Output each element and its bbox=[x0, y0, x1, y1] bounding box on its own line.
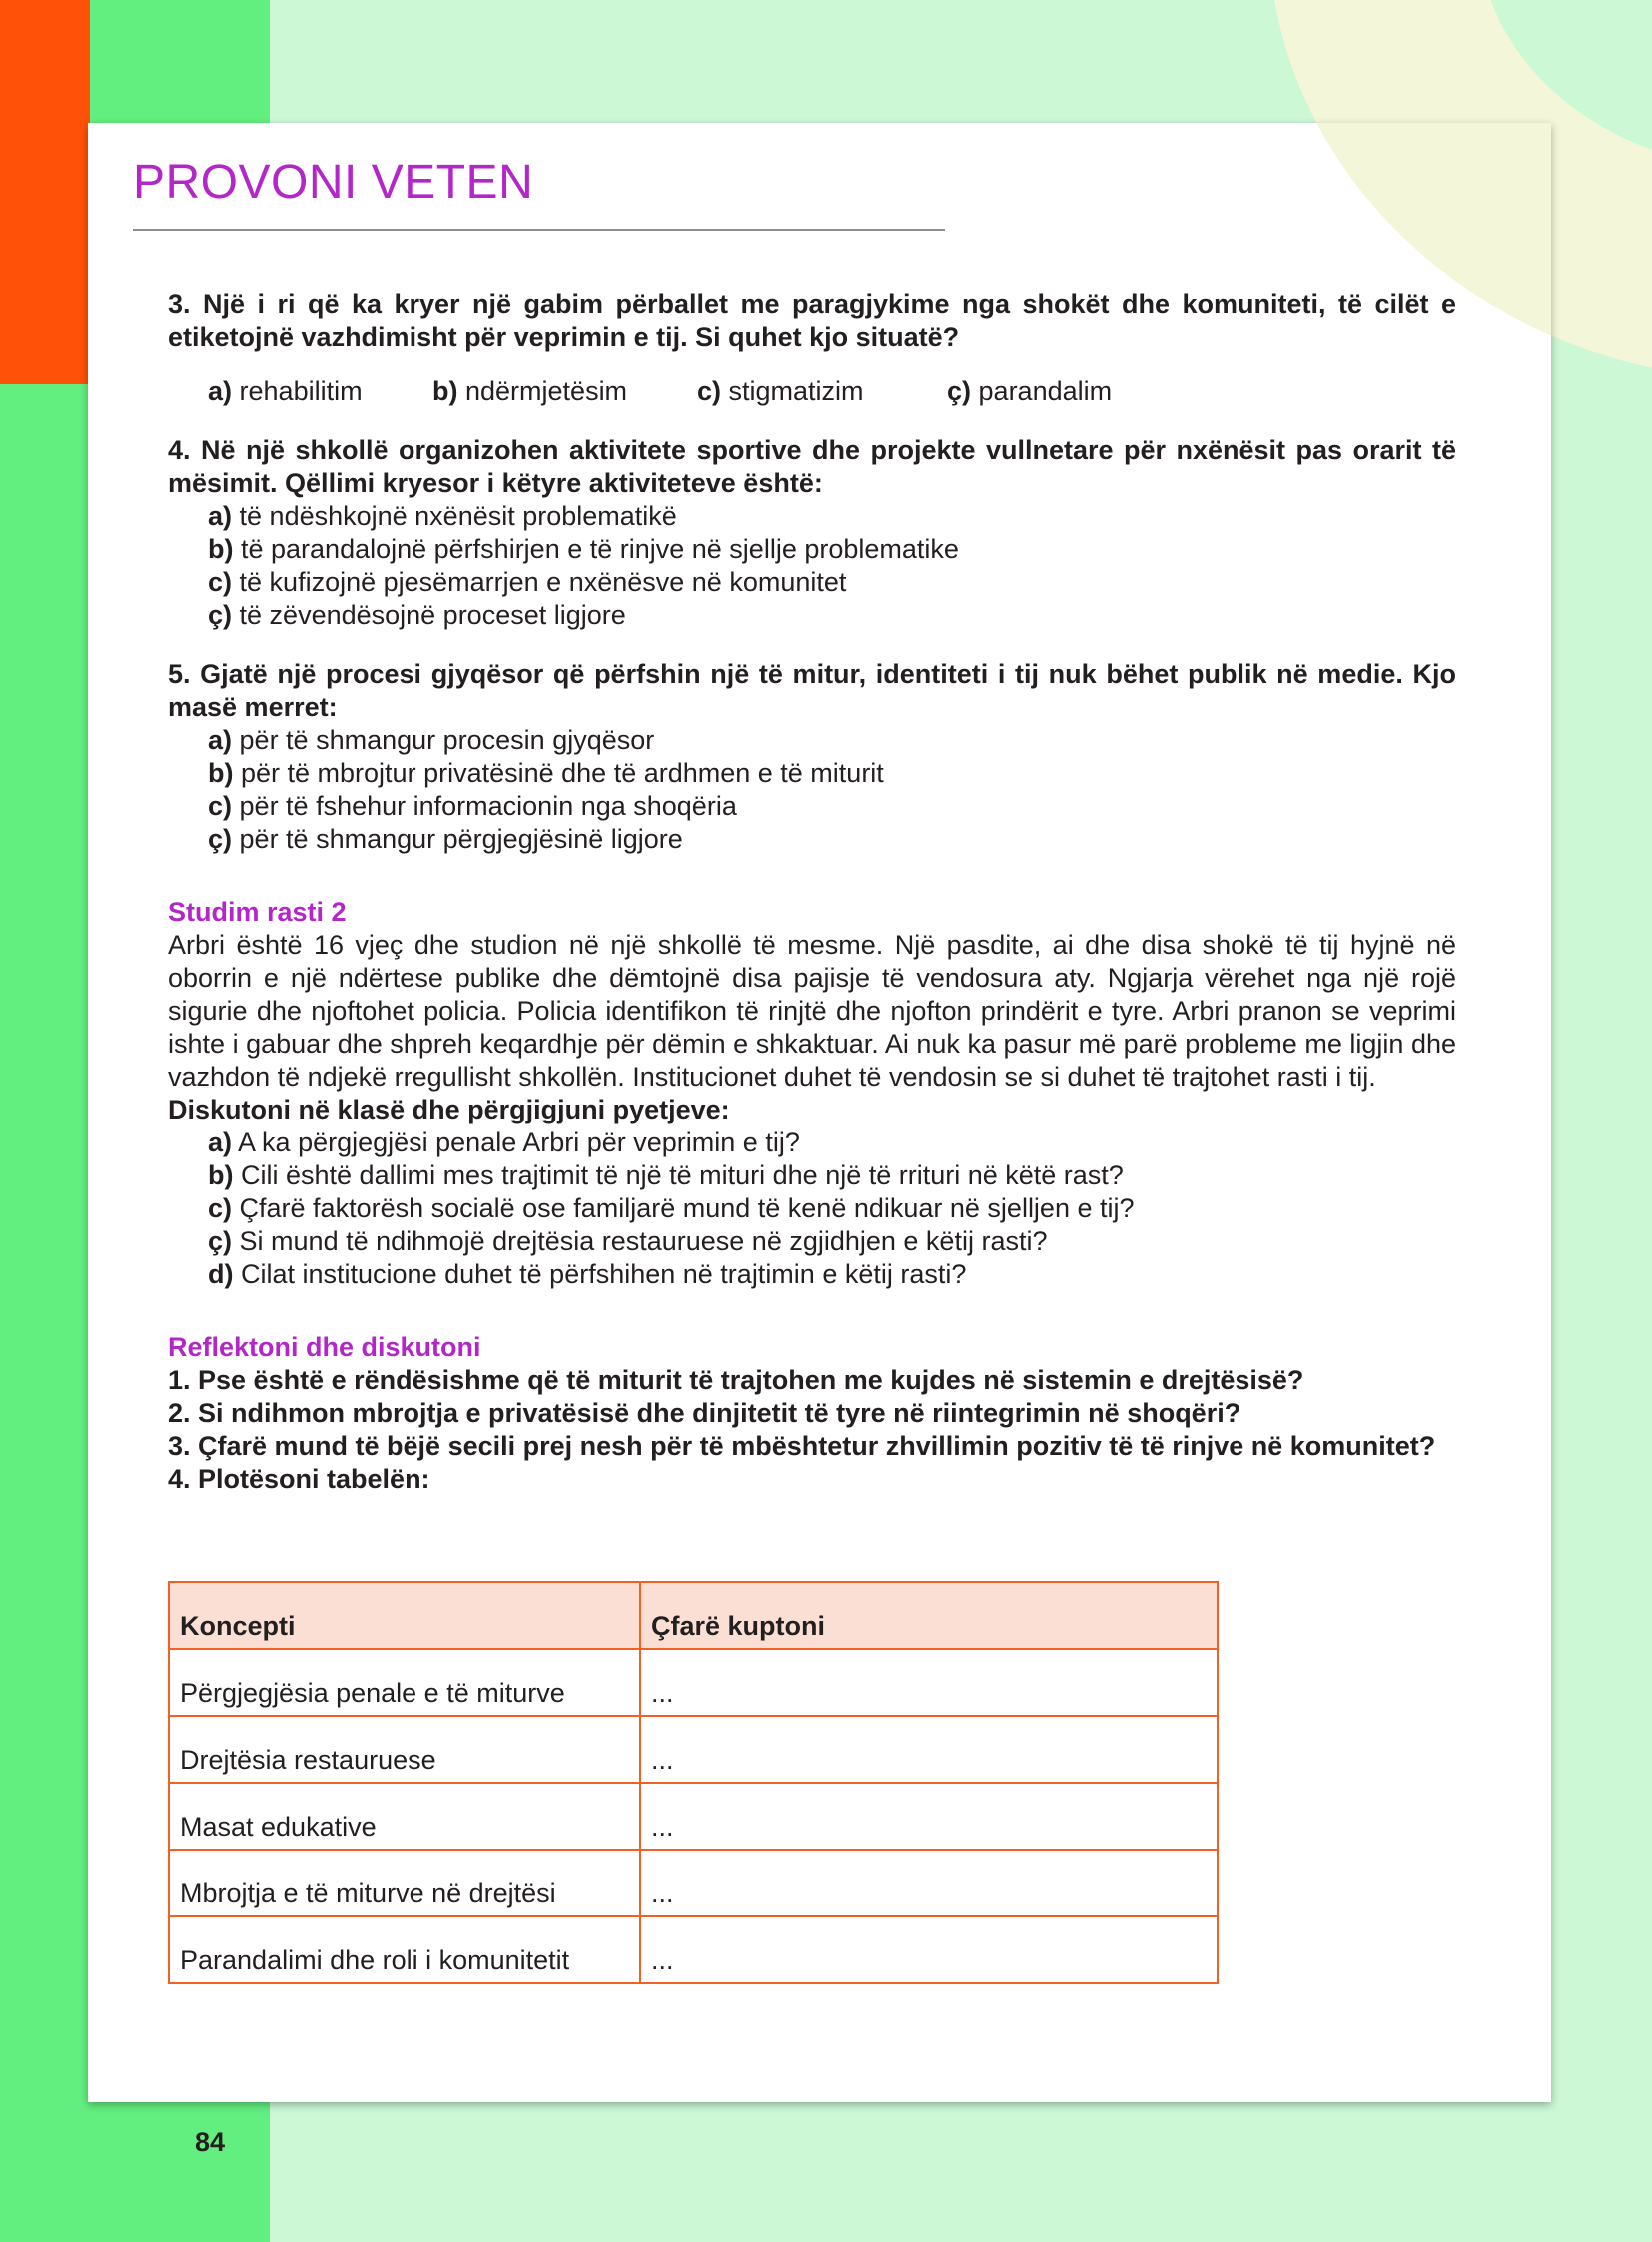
table-cell-concept: Përgjegjësia penale e të miturve bbox=[169, 1649, 640, 1716]
table-cell-answer[interactable]: ... bbox=[640, 1850, 1218, 1916]
option-item: a) për të shmangur procesin gjyqësor bbox=[208, 725, 655, 755]
case-study-heading: Studim rasti 2 bbox=[168, 897, 347, 927]
page-title: PROVONI VETEN bbox=[133, 156, 534, 209]
table-cell-concept: Parandalimi dhe roli i komunitetit bbox=[169, 1916, 640, 1983]
case-question: d) Cilat institucione duhet të përfshihen në trajtimin e këtij rasti? bbox=[208, 1259, 967, 1289]
case-study-text: Arbri është 16 vjeç dhe studion në një shkollë të mesme. Një pasdite, ai dhe disa shokë të tij hyjnë në oborrin e një ndërtese publike dhe dëmtojnë disa pajisje të vendosura aty. Ngjarja vërehet nga një rojë sigurie dhe njoftohet policia. Policia identifikon të rinjtë dhe njofton prindërit e tyre. Arbri pranon se veprimi ishte i gabuar dhe shpreh keqardhje për dëmin e shkaktuar. Ai nuk ka pasur më parë probleme me ligjin dhe vazhdon të ndjekë rregullisht shkollën. Institucionet duhet të vendosin se si duhet të trajtohet rasti i tij. bbox=[168, 930, 1456, 1092]
orange-accent-block bbox=[0, 0, 90, 384]
option-item: b) për të mbrojtur privatësinë dhe të ardhmen e të miturit bbox=[208, 758, 884, 788]
reflect-heading: Reflektoni dhe diskutoni bbox=[168, 1332, 481, 1362]
reflect-item: 3. Çfarë mund të bëjë secili prej nesh për të mbështetur zhvillimin pozitiv të të rinjve në komunitet? bbox=[168, 1431, 1436, 1461]
case-question: c) Çfarë faktorësh socialë ose familjarë mund të kenë ndikuar në sjelljen e tij? bbox=[208, 1193, 1135, 1223]
option-item: ç) parandalim bbox=[947, 376, 1113, 406]
table-row bbox=[169, 1783, 1218, 1850]
page-sheet bbox=[88, 123, 1551, 2102]
question-5: 5. Gjatë një procesi gjyqësor që përfshin një të mitur, identiteti i tij nuk bëhet publik në medie. Kjo masë merret: bbox=[168, 659, 1456, 722]
table-row bbox=[169, 1649, 1218, 1716]
option-item: ç) të zëvendësojnë proceset ligjore bbox=[208, 600, 626, 630]
table-cell-concept: Masat edukative bbox=[169, 1783, 640, 1850]
table-row bbox=[169, 1850, 1218, 1916]
option-item: c) për të fshehur informacionin nga shoqëria bbox=[208, 791, 737, 821]
table-row bbox=[169, 1916, 1218, 1983]
option-item: a) të ndëshkojnë nxënësit problematikë bbox=[208, 501, 677, 531]
case-question: a) A ka përgjegjësi penale Arbri për veprimin e tij? bbox=[208, 1127, 800, 1157]
exercise-content bbox=[168, 288, 1456, 1496]
table-header-cell: Koncepti bbox=[169, 1582, 640, 1649]
reflect-item: 4. Plotësoni tabelën: bbox=[168, 1464, 430, 1494]
question-3-options bbox=[168, 375, 1456, 408]
option-item: a) rehabilitim bbox=[208, 376, 363, 406]
case-study-prompt: Diskutoni në klasë dhe përgjigjuni pyetjeve: bbox=[168, 1095, 730, 1124]
concepts-table bbox=[168, 1581, 1219, 1984]
page-number: 84 bbox=[195, 2127, 226, 2157]
table-header-row bbox=[169, 1582, 1218, 1649]
table-cell-concept: Mbrojtja e të miturve në drejtësi bbox=[169, 1850, 640, 1916]
table-cell-answer[interactable]: ... bbox=[640, 1916, 1218, 1983]
table-cell-answer[interactable]: ... bbox=[640, 1649, 1218, 1716]
case-question: ç) Si mund të ndihmojë drejtësia restauruese në zgjidhjen e këtij rasti? bbox=[208, 1226, 1048, 1256]
table-cell-answer[interactable]: ... bbox=[640, 1783, 1218, 1850]
option-item: ç) për të shmangur përgjegjësinë ligjore bbox=[208, 824, 683, 854]
table-row bbox=[169, 1716, 1218, 1783]
question-4: 4. Në një shkollë organizohen aktivitete sportive dhe projekte vullnetare për nxënësit pas orarit të mësimit. Qëllimi kryesor i këtyre aktiviteteve është: bbox=[168, 435, 1456, 498]
question-3: 3. Një i ri që ka kryer një gabim përballet me paragjykime nga shokët dhe komuniteti, të cilët e etiketojnë vazhdimisht për veprimin e tij. Si quhet kjo situatë? bbox=[168, 289, 1456, 352]
option-item: b) ndërmjetësim bbox=[432, 376, 628, 406]
table-header-cell: Çfarë kuptoni bbox=[640, 1582, 1218, 1649]
table-cell-concept: Drejtësia restauruese bbox=[169, 1716, 640, 1783]
title-divider bbox=[133, 229, 945, 231]
option-item: b) të parandalojnë përfshirjen e të rinjve në sjellje problematike bbox=[208, 534, 959, 564]
case-question: b) Cili është dallimi mes trajtimit të një të mituri dhe një të rrituri në këtë rast? bbox=[208, 1160, 1124, 1190]
option-item: c) stigmatizim bbox=[697, 376, 864, 406]
option-item: c) të kufizojnë pjesëmarrjen e nxënësve në komunitet bbox=[208, 567, 847, 597]
reflect-item: 1. Pse është e rëndësishme që të miturit të trajtohen me kujdes në sistemin e drejtësisë? bbox=[168, 1365, 1304, 1395]
reflect-item: 2. Si ndihmon mbrojtja e privatësisë dhe dinjitetit të tyre në riintegrimin në shoqëri? bbox=[168, 1398, 1241, 1428]
table-cell-answer[interactable]: ... bbox=[640, 1716, 1218, 1783]
